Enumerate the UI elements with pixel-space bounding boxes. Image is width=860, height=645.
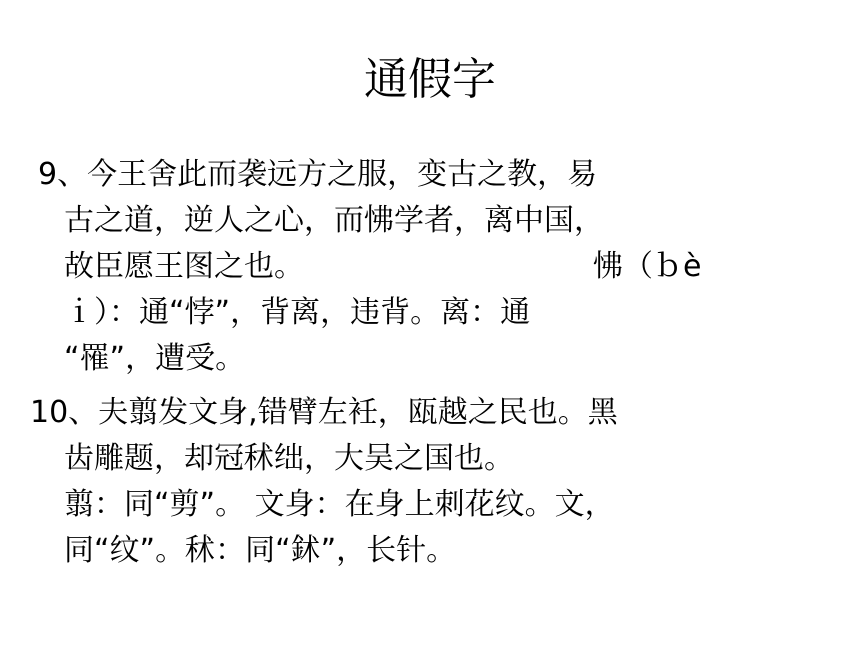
item-9-line-2: 古之道，逆人之心，而怫学者，离中国，: [64, 203, 604, 238]
item-10-line-1: 10、夫翦发文身,错臂左衽，瓯越之民也。黑: [30, 395, 618, 430]
slide-title: 通假字: [364, 54, 496, 105]
item-9-line-5: “罹”，遭受。: [64, 341, 246, 376]
item-9-line-4: ｉ）：通“悖”，背离，违背。离：通: [64, 295, 531, 330]
item-9-note-start: 怫（ｂè: [593, 249, 702, 284]
item-9-line-3: [38, 244, 702, 290]
item-10-line-3: 翦：同“剪”。 文身：在身上刺花纹。文，: [64, 487, 615, 522]
item-9: [38, 152, 702, 382]
item-10-line-4: 同“纹”。秫：同“鉥”，长针。: [64, 533, 457, 568]
item-10-line-2: 齿雕题，却冠秫绌，大吴之国也。: [64, 441, 514, 476]
item-9-line-3-text: 故臣愿王图之也。: [64, 249, 304, 284]
item-10: [30, 390, 618, 574]
item-9-line-1: 9、今王舍此而袭远方之服，变古之教，易: [38, 157, 598, 192]
